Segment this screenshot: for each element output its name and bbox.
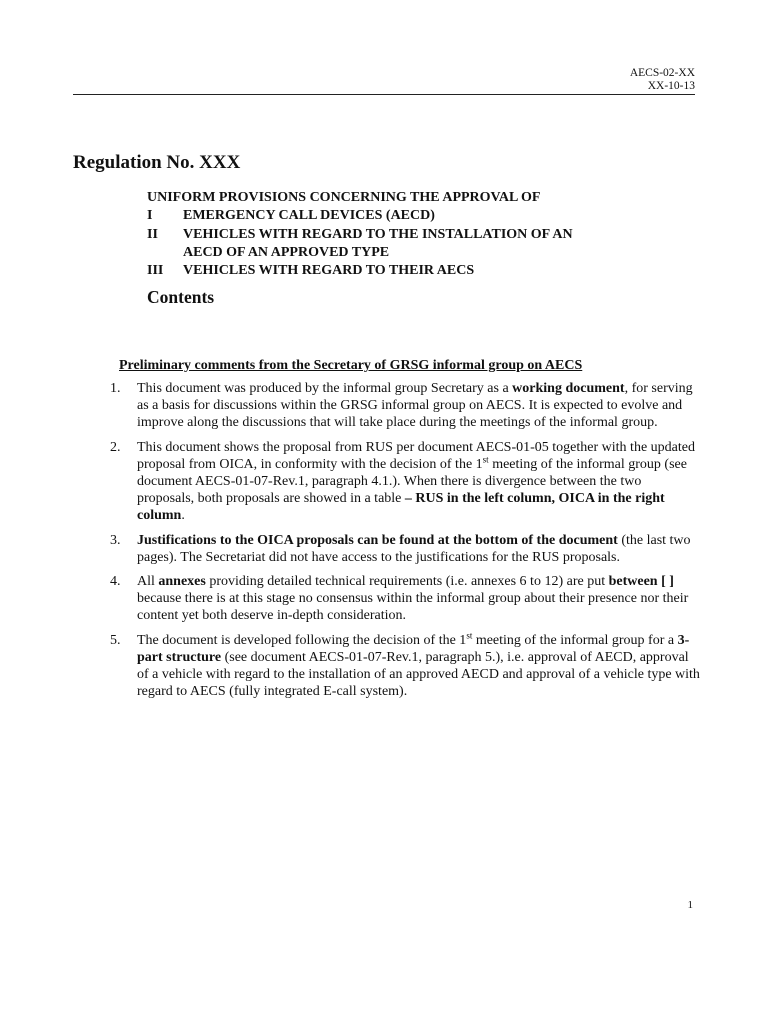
superscript: st [482,454,489,465]
document-date: XX-10-13 [647,80,695,92]
list-item [110,629,700,701]
bold-text: – RUS in the left column, OICA in the right column [137,491,665,524]
text-run: This document shows the proposal from RUS per document AECS-01-05 together with the updated proposal from OICA, in conformity with the decision of the 1 [137,439,695,472]
provision-number [147,244,183,262]
item-number: 5. [110,632,121,648]
provision-row [147,262,573,280]
item-text [137,532,700,566]
item-number: 3. [110,532,121,548]
superscript: st [466,629,473,640]
item-number: 2. [110,439,121,455]
list-item [110,573,700,625]
provision-text: AECD OF AN APPROVED TYPE [183,244,390,260]
bold-text: Justifications to the OICA proposals can be found at the bottom of the document [137,532,618,548]
list-item [110,439,700,525]
provision-text: EMERGENCY CALL DEVICES (AECD) [183,208,435,224]
provision-text: VEHICLES WITH REGARD TO THE INSTALLATION OF AN [183,226,573,242]
provision-number: II [147,226,158,242]
text-run: This document was produced by the informal group Secretary as a [137,381,513,396]
preliminary-comments-heading: Preliminary comments from the Secretary of GRSG informal group on AECS [119,358,583,373]
provision-text: VEHICLES WITH REGARD TO THEIR AECS [183,263,475,279]
contents-heading: Contents [147,287,215,307]
text-run: The document is developed following the decision of the 1 [137,632,467,648]
bold-text: 3-part structure [137,632,690,665]
text-run: All [137,574,159,590]
header-divider [73,94,695,95]
text-run: providing detailed technical requirements (i.e. annexes 6 to 12) are put [205,574,609,590]
text-run: because there is at this stage no consensus within the informal group about their presence nor their content yet both deserve in-depth consideration. [137,591,689,624]
bold-text: between [ ] [608,574,674,590]
provision-number: I [147,208,153,224]
provisions-heading: UNIFORM PROVISIONS CONCERNING THE APPROVAL OF [147,190,541,205]
list-item [110,532,700,566]
comments-list [110,380,700,707]
bold-text: annexes [158,574,206,590]
text-run: , for serving as a basis for discussions within the GRSG informal group on AECS. It is expected to evolve and improve along the discussions that will take place during the meetings of the informal group. [137,381,693,431]
provisions-block [147,189,573,280]
text-run: (see document AECS-01-07-Rev.1, paragraph 5.), i.e. approval of AECD, approval of a vehicle with regard to the installation of an approved AECD and approval of a vehicle type with regard to AECS (fully integrated E-call system). [137,649,700,700]
text-run: . [181,508,185,524]
item-text [137,629,700,701]
item-text [137,439,700,525]
text-run: meeting of the informal group (see document AECS-01-07-Rev.1, paragraph 4.1.). When there is divergence between the two proposals, both proposals are showed in a table [137,456,687,507]
bold-text: working document [512,381,625,396]
provision-row [147,207,573,225]
provision-row [147,244,573,262]
document-reference [630,67,695,93]
page-number: 1 [687,899,693,911]
provision-row [147,226,573,244]
document-code: AECS-02-XX [629,67,695,79]
text-run: meeting of the informal group for a [472,632,678,648]
item-number: 4. [110,574,121,590]
list-item [110,380,700,432]
provision-number: III [147,263,164,279]
regulation-title: Regulation No. XXX [73,152,241,173]
text-run: (the last two pages). The Secretariat did not have access to the justifications for the RUS proposals. [137,532,691,565]
item-text [137,573,700,625]
item-number: 1. [110,381,121,396]
item-text [137,380,700,432]
